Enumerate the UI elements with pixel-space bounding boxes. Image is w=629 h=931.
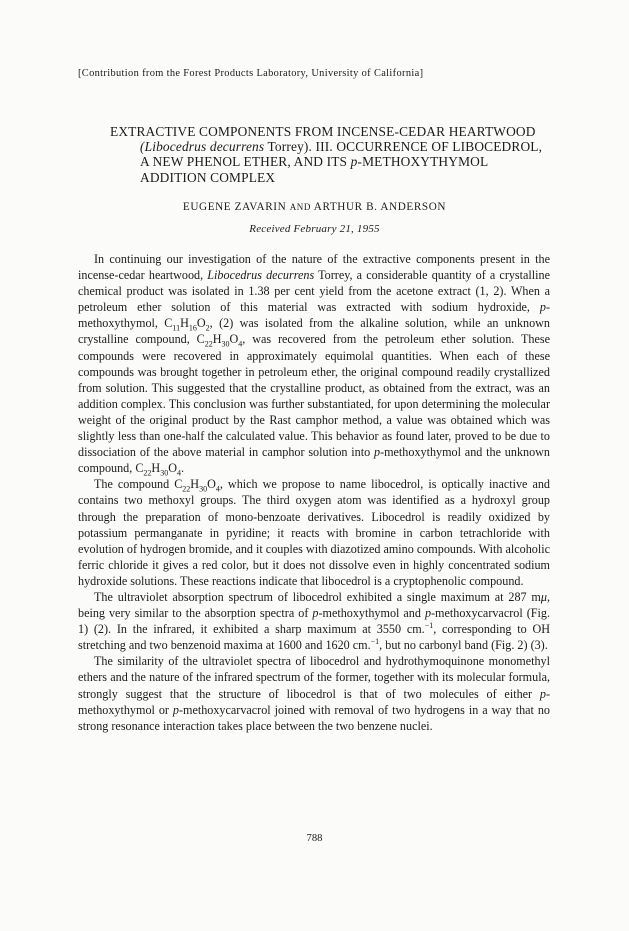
text: -methoxythymol or — [78, 686, 550, 717]
text: , corresponding to OH stretching and two benzenoid maxima at 1600 and 1620 cm. — [78, 622, 550, 653]
superscript: −1 — [370, 637, 380, 647]
text: The similarity of the ultraviolet spectra of libocedrol and hydrothymoquinone monomethyl ethers and the nature of the infrared spectrum of the former, together with its molecular formula, strongly suggest that the structure of libocedrol is that of two molecules of either — [78, 654, 550, 701]
title-species-italic: (Libocedrus decurrens — [140, 139, 265, 155]
mu-italic: μ — [540, 589, 547, 604]
subscript: 16 — [188, 323, 197, 333]
text: Torrey, a considerable quantity of a crystalline chemical product was isolated in 1.38 per cent yield from the acetone extract (1, 2). When a petroleum ether solution of this material was extracted with sodium hydroxide, — [78, 268, 550, 315]
p-italic: p — [312, 606, 319, 621]
subscript: 22 — [204, 339, 213, 349]
text: , being very similar to the absorption spectra of — [78, 589, 550, 621]
text: , (2) was isolated from the alkaline solution, while an unknown crystalline compound, C — [78, 316, 550, 347]
text: -methoxythymol, C — [78, 300, 550, 331]
text: O — [168, 461, 177, 476]
text: H — [151, 461, 161, 476]
text: , which we propose to name libocedrol, is optically inactive and contains two methoxyl groups. The third oxygen atom was identified as a hydroxyl group through the preparation of mono-benzoate derivatives. Libocedrol is readily oxidized by potassium permanganate in pyridine; it reacts with bromine in carbon tetrachloride with evolution of hydrogen bromide, and it couples with diazotized amino compounds. With alcoholic ferric chloride it gives a red color, but it does not dissolve even in highly concentrated sodium hydroxide solutions. These reactions indicate that libocedrol is a cryptophenolic compound. — [78, 477, 550, 588]
subscript: 22 — [143, 468, 152, 478]
subscript: 22 — [182, 484, 191, 494]
subscript: 4 — [215, 484, 220, 494]
text: . — [180, 461, 185, 476]
text: The compound C — [94, 477, 183, 492]
subscript: 30 — [221, 339, 230, 349]
author-1: EUGENE ZAVARIN — [182, 201, 287, 213]
subscript: 30 — [199, 484, 208, 494]
authors — [0, 201, 629, 213]
subscript: 11 — [172, 323, 181, 333]
p-italic: p — [539, 300, 546, 315]
article-title — [110, 124, 550, 185]
title-p-italic: p — [350, 154, 358, 170]
article-body — [78, 251, 550, 734]
text: -methoxycarvacrol (Fig. 1) (2). In the infrared, it exhibited a sharp maximum at 3550 cm. — [78, 606, 550, 637]
authors-and: AND — [289, 202, 312, 212]
paragraph-2 — [78, 476, 550, 589]
superscript: −1 — [424, 621, 434, 631]
received-date: Received February 21, 1955 — [249, 223, 380, 235]
subscript: 30 — [160, 468, 169, 478]
title-line-1: EXTRACTIVE COMPONENTS FROM INCENSE-CEDAR HEARTWOOD — [110, 124, 536, 139]
paragraph-4 — [78, 653, 550, 733]
text: , but no carbonyl band (Fig. 2) (3). — [379, 638, 548, 653]
subscript: 4 — [176, 468, 181, 478]
text: -methoxythymol and the unknown compound, C — [78, 445, 550, 476]
text: H — [190, 477, 200, 492]
title-line-2: Torrey). III. OCCURRENCE OF LIBOCEDROL, A NEW PHENOL ETHER, AND ITS — [140, 139, 543, 170]
author-2: ARTHUR B. ANDERSON — [313, 201, 447, 213]
title-line-2-end: -METHOXYTHYMOL ADDITION COMPLEX — [140, 154, 488, 185]
text: O — [207, 477, 216, 492]
p-italic: p — [539, 686, 546, 701]
paragraph-3 — [78, 589, 550, 653]
p-italic: p — [424, 606, 432, 621]
text: H — [212, 332, 222, 347]
p-italic: p — [172, 702, 179, 717]
text: The ultraviolet absorption spectrum of libocedrol exhibited a single maximum at 287 m — [94, 589, 541, 604]
text: O — [196, 316, 206, 331]
text: O — [229, 332, 239, 347]
subscript: 4 — [238, 339, 243, 349]
text: In continuing our investigation of the nature of the extractive components present in the incense-cedar heartwood, — [78, 252, 550, 283]
text: , was recovered from the petroleum ether solution. These compounds were recovered in approximately equimolal quantities. When each of these compounds was brought together in petroleum ether, the original compound readily crystallized from solution. This suggested that the crystalline product, as obtained from the extract, was an addition complex. This conclusion was further substantiated, for upon determining the molecular weight of the original product by the Rast camphor method, a value was obtained which was slightly less than one-half the calculated value. This behavior as found later, proved to be due to dissociation of the above material in camphor solution into — [78, 332, 550, 460]
species-italic: Libocedrus decurrens — [207, 268, 315, 283]
text: -methoxycarvacrol joined with removal of two hydrogens in a way that no strong resonance interaction takes place between the two benzene nuclei. — [78, 702, 550, 733]
text: H — [180, 316, 189, 331]
page-number: 788 — [306, 833, 323, 844]
p-italic: p — [373, 445, 381, 460]
text: -methoxythymol and — [318, 606, 425, 621]
contribution-header: [Contribution from the Forest Products Laboratory, University of California] — [78, 68, 424, 79]
subscript: 2 — [205, 323, 210, 333]
paragraph-1 — [78, 251, 550, 476]
